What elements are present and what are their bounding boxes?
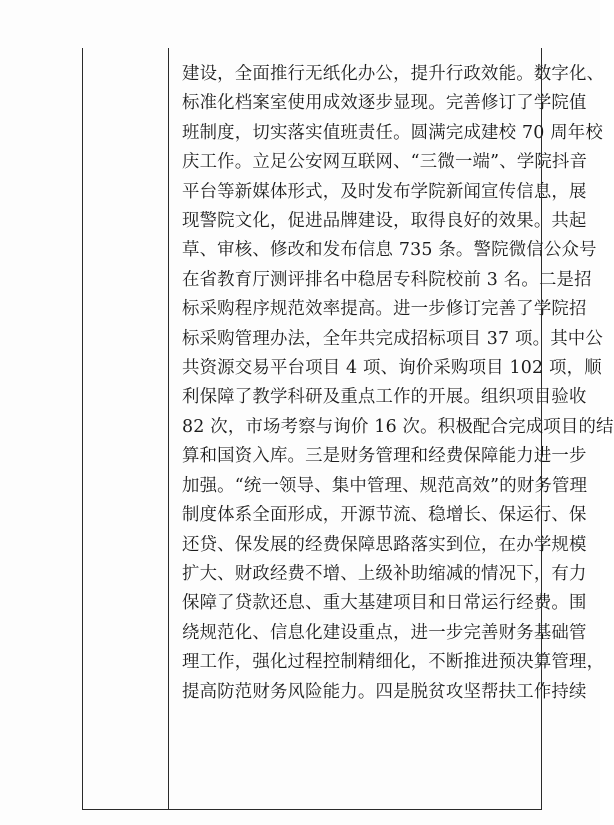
body-text bbox=[182, 60, 614, 707]
text-line: 共资源交易平台项目 4 项、询价采购项目 102 项，顺 bbox=[182, 358, 602, 379]
text-line: 草、审核、修改和发布信息 735 条。警院微信公众号 bbox=[182, 240, 597, 261]
text-line: 理工作，强化过程控制精细化，不断推进预决算管理， bbox=[182, 652, 605, 673]
text-line: 绕规范化、信息化建设重点，进一步完善财务基础管 bbox=[182, 622, 587, 643]
text-line: 现警院文化，促进品牌建设，取得良好的效果。共起 bbox=[182, 211, 587, 232]
text-line: 算和国资入库。三是财务管理和经费保障能力进一步 bbox=[182, 446, 587, 467]
text-line: 标采购程序规范效率提高。进一步修订完善了学院招 bbox=[182, 299, 587, 320]
text-line: 标准化档案室使用成效逐步显现。完善修订了学院值 bbox=[182, 93, 587, 114]
text-line: 班制度，切实落实值班责任。圆满完成建校 70 周年校 bbox=[182, 122, 603, 143]
text-line: 扩大、财政经费不增、上级补助缩减的情况下，有力 bbox=[182, 563, 587, 584]
text-line: 建设，全面推行无纸化办公，提升行政效能。数字化、 bbox=[182, 64, 605, 84]
column-divider bbox=[168, 48, 169, 810]
text-line: 保障了贷款还息、重大基建项目和日常运行经费。围 bbox=[182, 593, 587, 614]
text-line: 加强。“统一领导、集中管理、规范高效”的财务管理 bbox=[182, 475, 588, 496]
text-line: 利保障了教学科研及重点工作的开展。组织项目验收 bbox=[182, 387, 587, 408]
text-line: 平台等新媒体形式，及时发布学院新闻宣传信息，展 bbox=[182, 181, 587, 202]
text-line: 制度体系全面形成，开源节流、稳增长、保运行、保 bbox=[182, 505, 587, 526]
text-line: 82 次，市场考察与询价 16 次。积极配合完成项目的结 bbox=[182, 416, 614, 437]
text-line: 在省教育厅测评排名中稳居专科院校前 3 名。二是招 bbox=[182, 269, 592, 290]
text-line: 庆工作。立足公安网互联网、“三微一端”、学院抖音 bbox=[182, 152, 588, 173]
text-line: 还贷、保发展的经费保障思路落实到位，在办学规模 bbox=[182, 534, 587, 555]
text-line: 标采购管理办法，全年共完成招标项目 37 项。其中公 bbox=[182, 328, 603, 349]
text-line: 提高防范财务风险能力。四是脱贫攻坚帮扶工作持续 bbox=[182, 681, 587, 702]
